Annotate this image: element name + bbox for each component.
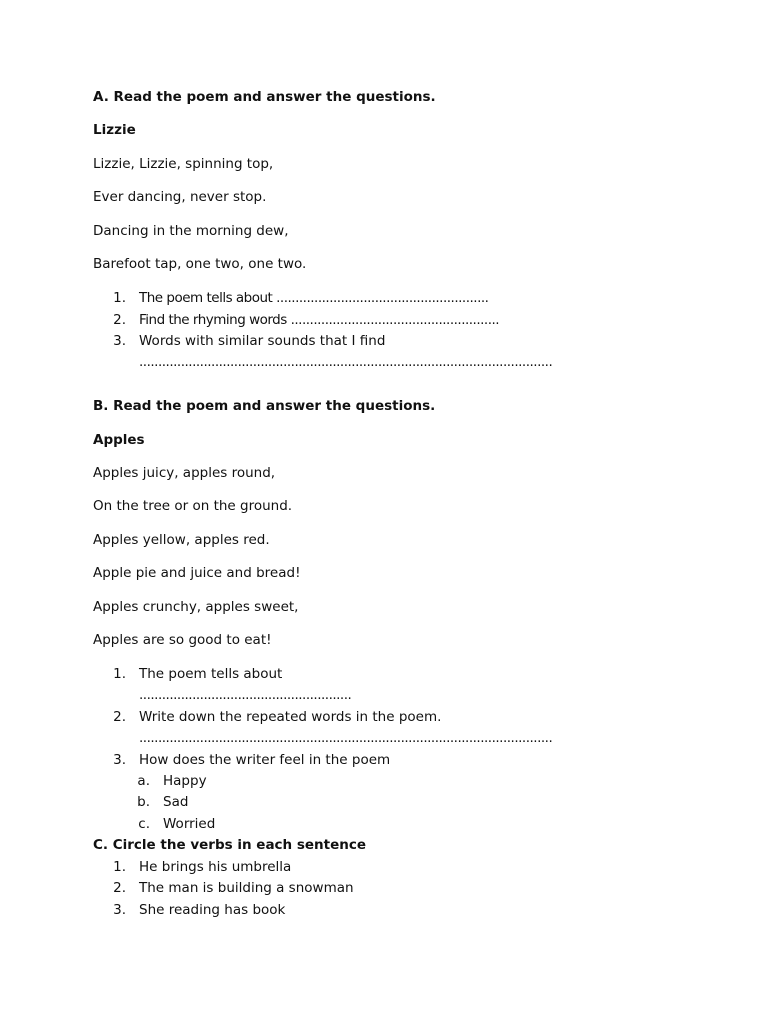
- section-b-heading: B. Read the poem and answer the questions.: [93, 398, 436, 414]
- item-number: 2.: [113, 880, 126, 896]
- poem-line: Barefoot tap, one two, one two.: [93, 256, 307, 272]
- poem-line: Apples juicy, apples round,: [93, 465, 276, 481]
- question-text: The poem tells about ........................................................: [139, 290, 489, 306]
- sentence: The man is building a snowman: [139, 880, 354, 896]
- question-number: 3.: [113, 333, 126, 349]
- question-text: Write down the repeated words in the poem.: [139, 709, 442, 725]
- answer-line: ........................................................: [139, 687, 352, 703]
- poem-line: Lizzie, Lizzie, spinning top,: [93, 156, 274, 172]
- option-letter: c.: [138, 816, 150, 832]
- poem-line: Apples are so good to eat!: [93, 632, 272, 648]
- poem-line: Ever dancing, never stop.: [93, 189, 267, 205]
- section-a-heading: A. Read the poem and answer the questions.: [93, 89, 436, 105]
- question-text: Find the rhyming words .......................................................: [139, 312, 500, 328]
- option-text: Sad: [163, 794, 189, 810]
- answer-line: .............................................................................................................: [139, 730, 553, 746]
- option-text: Worried: [163, 816, 216, 832]
- poem-line: Apples crunchy, apples sweet,: [93, 599, 299, 615]
- question-text: How does the writer feel in the poem: [139, 752, 391, 768]
- poem-line: Apple pie and juice and bread!: [93, 565, 301, 581]
- item-number: 1.: [113, 859, 126, 875]
- answer-line: .............................................................................................................: [139, 354, 553, 370]
- question-number: 2.: [113, 709, 126, 725]
- question-number: 2.: [113, 312, 126, 328]
- option-letter: b.: [137, 794, 150, 810]
- poem-title-apples: Apples: [93, 432, 145, 448]
- poem-line: On the tree or on the ground.: [93, 498, 293, 514]
- question-text: The poem tells about: [139, 666, 283, 682]
- poem-title-lizzie: Lizzie: [93, 122, 136, 138]
- sentence: He brings his umbrella: [139, 859, 292, 875]
- section-c-heading: C. Circle the verbs in each sentence: [93, 837, 367, 853]
- item-number: 3.: [113, 902, 126, 918]
- question-text: Words with similar sounds that I find: [139, 333, 386, 349]
- option-text: Happy: [163, 773, 207, 789]
- option-letter: a.: [137, 773, 150, 789]
- question-number: 1.: [113, 666, 126, 682]
- question-number: 1.: [113, 290, 126, 306]
- question-number: 3.: [113, 752, 126, 768]
- poem-line: Dancing in the morning dew,: [93, 223, 289, 239]
- poem-line: Apples yellow, apples red.: [93, 532, 270, 548]
- sentence: She reading has book: [139, 902, 286, 918]
